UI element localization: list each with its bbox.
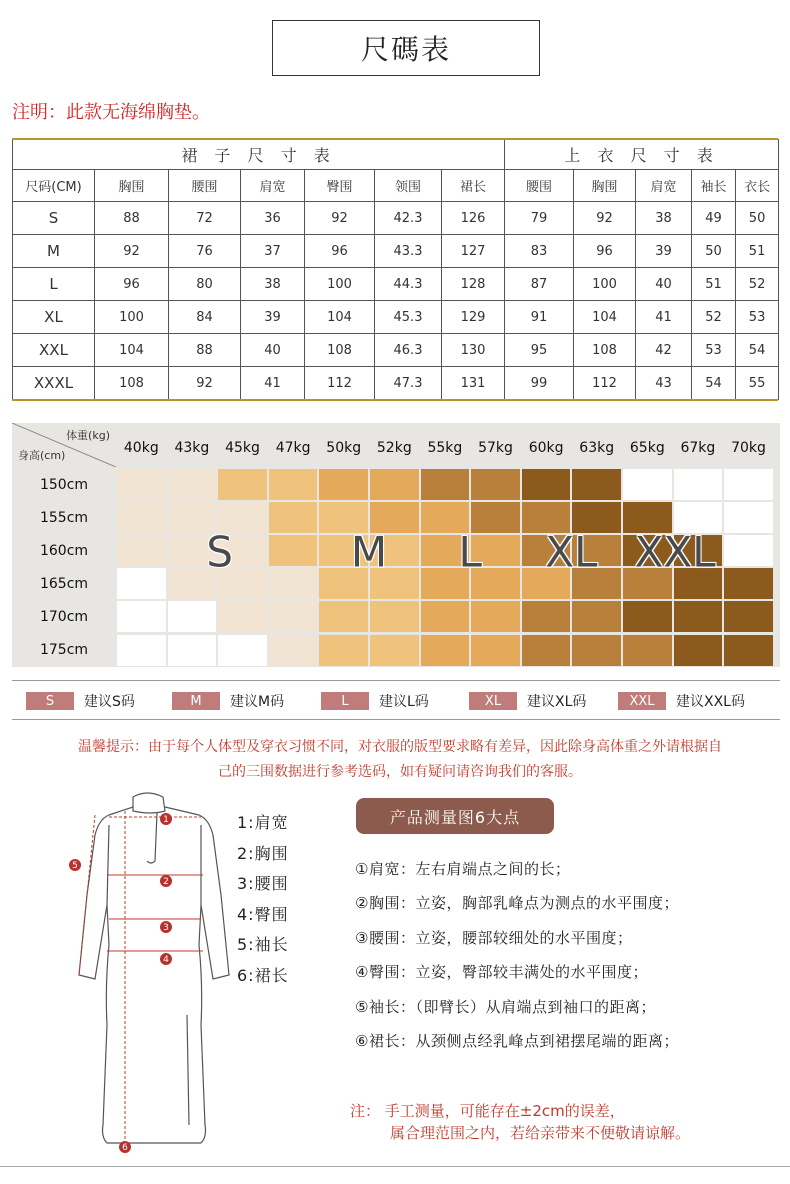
measurement-item: 1:肩宽 — [237, 813, 289, 832]
skirt-cell: 46.3 — [375, 334, 442, 367]
weight-axis-label: 体重(kg) — [66, 429, 110, 442]
legend-swatch: L — [321, 692, 369, 710]
weight-header: 40kg — [123, 440, 159, 456]
grid-cell — [168, 469, 217, 500]
top-cell: 91 — [505, 301, 574, 334]
top-cell: 87 — [505, 268, 574, 301]
skirt-cell: 129 — [442, 301, 505, 334]
skirt-cell: 131 — [442, 367, 505, 400]
legend-text: 建议XXL码 — [676, 694, 745, 710]
marker-1: 1 — [163, 815, 169, 825]
skirt-cell: 96 — [95, 268, 169, 301]
skirt-column-header: 尺码(CM) — [13, 170, 95, 202]
skirt-cell: 92 — [305, 202, 375, 235]
legend-item — [618, 691, 745, 711]
grid-cell — [269, 469, 318, 500]
tip-text — [24, 735, 776, 785]
skirt-cell: 88 — [169, 334, 241, 367]
note-line-2: 属合理范围之内，若给亲带来不便敬请谅解。 — [390, 1124, 691, 1142]
skirt-cell: 41 — [241, 367, 305, 400]
skirt-table-title: 裙 子 尺 寸 表 — [13, 140, 505, 170]
size-label-cell: L — [13, 268, 95, 301]
page-title: 尺碼表 — [272, 20, 540, 76]
marker-3: 3 — [163, 923, 169, 933]
skirt-cell: 130 — [442, 334, 505, 367]
top-cell: 100 — [574, 268, 636, 301]
weight-header: 60kg — [528, 440, 564, 456]
measurement-item: 6:裙长 — [237, 965, 289, 985]
size-guide-grid — [12, 423, 780, 667]
grid-cell — [724, 635, 773, 666]
size-label-cell: XL — [13, 301, 95, 334]
bottom-divider — [0, 1166, 790, 1167]
top-cell: 83 — [505, 235, 574, 268]
size-region-label: XXL — [634, 527, 716, 577]
legend-swatch: M — [172, 692, 220, 710]
size-region-label: S — [206, 527, 234, 577]
skirt-cell: 96 — [305, 235, 375, 268]
size-region-label: L — [458, 527, 482, 577]
size-region-label: M — [350, 527, 388, 577]
marker-2: 2 — [163, 877, 169, 887]
table-row — [13, 268, 779, 301]
skirt-column-header: 臀围 — [305, 170, 375, 202]
skirt-cell: 88 — [95, 202, 169, 235]
measurement-item: 2:胸围 — [237, 843, 289, 863]
top-column-header: 肩宽 — [636, 170, 692, 202]
skirt-column-header: 腰围 — [169, 170, 241, 202]
grid-cell — [623, 601, 672, 632]
grid-cell — [319, 469, 368, 500]
legend-text: 建议L码 — [379, 694, 429, 710]
height-header: 150cm — [39, 476, 89, 493]
weight-header: 65kg — [629, 440, 665, 456]
grid-cell — [471, 469, 520, 500]
table-row — [13, 202, 779, 235]
skirt-cell: 37 — [241, 235, 305, 268]
top-cell: 52 — [736, 268, 779, 301]
measurement-description: ④臀围：立姿，臀部较丰满处的水平围度； — [355, 963, 648, 982]
top-cell: 41 — [636, 301, 692, 334]
top-cell: 50 — [736, 202, 779, 235]
grid-cell — [168, 601, 217, 632]
top-column-header: 袖长 — [692, 170, 736, 202]
top-cell: 108 — [574, 334, 636, 367]
grid-cell — [421, 601, 470, 632]
top-cell: 112 — [574, 367, 636, 400]
tip-line-1: 温馨提示：由于每个人体型及穿衣习惯不同，对衣服的版型要求略有差异，因此除身高体重之外请根据自 — [78, 739, 722, 755]
weight-header: 55kg — [427, 440, 463, 456]
table-row — [13, 235, 779, 268]
grid-cell — [623, 635, 672, 666]
top-column-header: 衣长 — [736, 170, 779, 202]
grid-cell — [319, 601, 368, 632]
size-label-cell: S — [13, 202, 95, 235]
measurement-title-badge: 产品测量图6大点 — [356, 798, 554, 834]
size-region-label: XL — [545, 527, 598, 577]
measurement-item: 4:臀围 — [237, 904, 289, 924]
measurement-description: ③腰围：立姿，腰部较细处的水平围度； — [355, 928, 633, 947]
skirt-cell: 127 — [442, 235, 505, 268]
size-label-cell: M — [13, 235, 95, 268]
weight-header: 43kg — [174, 440, 210, 456]
grid-cell — [117, 535, 166, 566]
skirt-cell: 108 — [95, 367, 169, 400]
skirt-column-header: 胸围 — [95, 170, 169, 202]
skirt-cell: 36 — [241, 202, 305, 235]
legend-swatch: XL — [469, 692, 517, 710]
legend-text: 建议XL码 — [527, 694, 587, 710]
tip-line-2: 己的三围数据进行参考选码，如有疑问请咨询我们的客服。 — [218, 764, 582, 780]
top-cell: 51 — [736, 235, 779, 268]
skirt-cell: 80 — [169, 268, 241, 301]
top-cell: 42 — [636, 334, 692, 367]
grid-cell — [218, 469, 267, 500]
grid-cell — [319, 635, 368, 666]
skirt-cell: 47.3 — [375, 367, 442, 400]
grid-cell — [674, 635, 723, 666]
grid-cell — [117, 502, 166, 533]
grid-cell — [269, 601, 318, 632]
weight-header: 67kg — [680, 440, 716, 456]
dress-diagram — [55, 785, 255, 1175]
top-cell: 38 — [636, 202, 692, 235]
grid-cell — [572, 635, 621, 666]
legend-item — [172, 691, 284, 711]
grid-cell — [218, 601, 267, 632]
grid-cell — [572, 601, 621, 632]
grid-cell — [269, 635, 318, 666]
top-cell: 92 — [574, 202, 636, 235]
skirt-cell: 92 — [95, 235, 169, 268]
grid-cell — [522, 469, 571, 500]
grid-cell — [117, 469, 166, 500]
skirt-cell: 42.3 — [375, 202, 442, 235]
measurement-item: 5:袖长 — [237, 935, 289, 955]
grid-cell — [370, 601, 419, 632]
measurement-description: ②胸围：立姿，胸部乳峰点为测点的水平围度； — [355, 894, 679, 913]
weight-header: 70kg — [731, 440, 766, 456]
legend-item — [321, 691, 429, 711]
grid-cell — [623, 469, 672, 500]
marker-4: 4 — [163, 955, 169, 965]
weight-header: 47kg — [275, 440, 311, 456]
top-cell: 54 — [692, 367, 736, 400]
grid-cell — [370, 469, 419, 500]
measurement-item: 3:腰围 — [237, 874, 289, 894]
note-line-1: 注： 手工测量，可能存在±2cm的误差， — [350, 1102, 625, 1120]
skirt-cell: 104 — [305, 301, 375, 334]
skirt-cell: 40 — [241, 334, 305, 367]
skirt-column-header: 领围 — [375, 170, 442, 202]
marker-5: 5 — [72, 861, 78, 871]
grid-cell — [471, 635, 520, 666]
table-row — [13, 301, 779, 334]
grid-cell — [117, 635, 166, 666]
top-cell: 53 — [736, 301, 779, 334]
legend-text: 建议M码 — [230, 694, 285, 710]
height-header: 170cm — [39, 608, 89, 625]
grid-cell — [218, 635, 267, 666]
grid-cell — [168, 635, 217, 666]
legend-item — [469, 691, 586, 711]
size-legend — [12, 680, 780, 720]
skirt-cell: 100 — [305, 268, 375, 301]
top-cell: 43 — [636, 367, 692, 400]
size-label-cell: XXXL — [13, 367, 95, 400]
skirt-cell: 45.3 — [375, 301, 442, 334]
legend-text: 建议S码 — [84, 694, 135, 710]
grid-cell — [724, 568, 773, 599]
skirt-cell: 128 — [442, 268, 505, 301]
weight-header: 63kg — [579, 440, 615, 456]
skirt-cell: 108 — [305, 334, 375, 367]
top-cell: 96 — [574, 235, 636, 268]
skirt-cell: 44.3 — [375, 268, 442, 301]
legend-swatch: XXL — [618, 692, 666, 710]
grid-cell — [674, 469, 723, 500]
table-row — [13, 334, 779, 367]
skirt-cell: 104 — [95, 334, 169, 367]
measurement-description: ⑤袖长：（即臂长）从肩端点到袖口的距离； — [355, 997, 656, 1016]
weight-header: 50kg — [326, 440, 362, 456]
weight-header: 57kg — [478, 440, 513, 456]
top-cell: 51 — [692, 268, 736, 301]
top-cell: 53 — [692, 334, 736, 367]
weight-header: 52kg — [376, 440, 412, 456]
dress-markers — [69, 813, 172, 1153]
skirt-cell: 72 — [169, 202, 241, 235]
top-cell: 79 — [505, 202, 574, 235]
skirt-cell: 38 — [241, 268, 305, 301]
grid-cell — [269, 502, 318, 533]
grid-cell — [269, 568, 318, 599]
skirt-column-header: 裙长 — [442, 170, 505, 202]
top-cell: 95 — [505, 334, 574, 367]
grid-cell — [522, 635, 571, 666]
notice-text: 注明：此款无海绵胸垫。 — [12, 102, 210, 123]
skirt-cell: 39 — [241, 301, 305, 334]
top-cell: 40 — [636, 268, 692, 301]
height-header: 165cm — [39, 575, 89, 592]
grid-cell — [724, 601, 773, 632]
top-cell: 54 — [736, 334, 779, 367]
grid-cell — [471, 601, 520, 632]
grid-cell — [117, 601, 166, 632]
top-column-header: 胸围 — [574, 170, 636, 202]
skirt-cell: 76 — [169, 235, 241, 268]
height-header: 175cm — [39, 642, 89, 659]
top-table-title: 上 衣 尺 寸 表 — [505, 140, 779, 170]
top-cell: 99 — [505, 367, 574, 400]
top-cell: 55 — [736, 367, 779, 400]
legend-item — [26, 691, 135, 711]
measurement-list — [237, 810, 289, 994]
measurement-description: ⑥裙长：从颈侧点经乳峰点到裙摆尾端的距离； — [355, 1031, 679, 1050]
measurement-descriptions — [355, 858, 679, 1064]
measurement-description: ①肩宽：左右肩端点之间的长； — [355, 860, 571, 878]
grid-cell — [421, 469, 470, 500]
size-table — [12, 139, 778, 400]
grid-cell — [674, 601, 723, 632]
grid-cell — [724, 502, 773, 533]
marker-6: 6 — [122, 1143, 128, 1153]
top-cell: 49 — [692, 202, 736, 235]
top-cell: 50 — [692, 235, 736, 268]
grid-cell — [522, 601, 571, 632]
grid-cell — [724, 469, 773, 500]
size-label-cell: XXL — [13, 334, 95, 367]
skirt-cell: 112 — [305, 367, 375, 400]
top-column-header: 腰围 — [505, 170, 574, 202]
skirt-column-header: 肩宽 — [241, 170, 305, 202]
grid-cell — [572, 469, 621, 500]
height-header: 160cm — [39, 542, 89, 559]
top-cell: 39 — [636, 235, 692, 268]
skirt-cell: 43.3 — [375, 235, 442, 268]
height-axis-label: 身高(cm) — [18, 449, 66, 462]
height-header: 155cm — [39, 509, 89, 526]
grid-cell — [724, 535, 773, 566]
grid-cell — [370, 635, 419, 666]
skirt-cell: 126 — [442, 202, 505, 235]
skirt-cell: 84 — [169, 301, 241, 334]
table-row — [13, 367, 779, 400]
grid-cell — [269, 535, 318, 566]
top-cell: 104 — [574, 301, 636, 334]
grid-corner — [12, 423, 116, 467]
weight-header: 45kg — [225, 440, 260, 456]
grid-cell — [117, 568, 166, 599]
skirt-cell: 92 — [169, 367, 241, 400]
grid-cell — [421, 635, 470, 666]
legend-swatch: S — [26, 692, 74, 710]
top-cell: 52 — [692, 301, 736, 334]
skirt-cell: 100 — [95, 301, 169, 334]
